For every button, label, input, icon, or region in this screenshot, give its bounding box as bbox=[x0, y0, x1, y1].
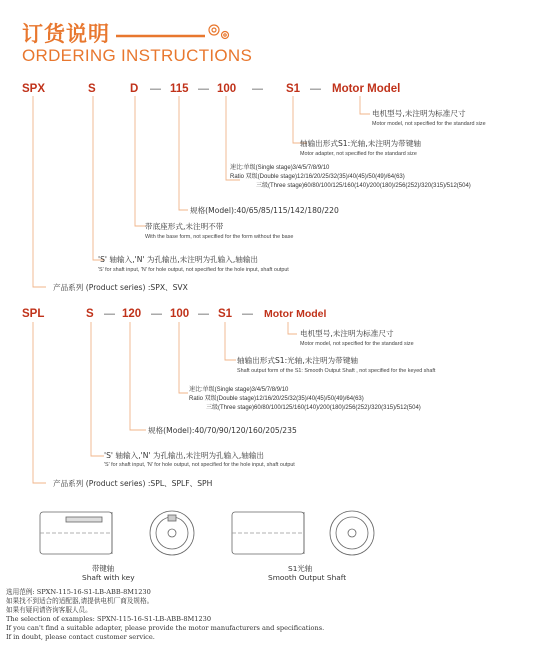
smooth-shaft-end-icon bbox=[330, 511, 374, 555]
smooth-shaft-icon bbox=[232, 512, 304, 554]
smooth-shaft-caption-cn: S1光轴 bbox=[288, 564, 313, 573]
note-example-cn: 选用范例: SPXN-115-16-S1-LB-ABB-8M1230 bbox=[6, 588, 151, 596]
spx-ratio-line2: Ratio 双级(Double stage)12/16/20/25/32(35)/40(45)/50(49)/64(63) bbox=[230, 174, 405, 180]
spl-spec: 规格(Model):40/70/90/120/160/205/235 bbox=[148, 426, 297, 435]
spx-io-en: 'S' for shaft input, 'N' for hole output, not specified for the hole input, shaft output bbox=[98, 267, 289, 273]
spx-code-motor: Motor Model bbox=[332, 83, 401, 95]
spx-dash: — bbox=[150, 83, 161, 95]
spx-base-cn: 带底座形式,未注明不带 bbox=[145, 222, 224, 231]
spl-code-series: SPL bbox=[22, 308, 45, 320]
spl-dash: — bbox=[104, 308, 115, 320]
spx-spec: 规格(Model):40/65/85/115/142/180/220 bbox=[190, 206, 339, 215]
spl-ratio-line2: Ratio 双级(Double stage)12/16/20/25/32(35)/40(45)/50(49)/64(63) bbox=[189, 396, 364, 402]
spx-shaft-output-en: Motor adapter, not specified for the standard size bbox=[300, 151, 417, 157]
spx-ratio-line3: 三级(Three stage)60/80/100/125/160(140)/200(180)/256(252)/320(315)/512(504) bbox=[256, 183, 471, 189]
note-adapter-en: If you can't find a suitable adapter, please provide the motor manufacturers and specifications. bbox=[6, 624, 325, 632]
spl-code-shaft: S1 bbox=[218, 308, 233, 320]
spl-shaft-output-cn: 轴输出形式S1:光轴,未注明为带键轴 bbox=[237, 356, 358, 365]
spx-dash: — bbox=[310, 83, 321, 95]
spl-code-input: S bbox=[86, 308, 94, 320]
spx-code-ratio: 100 bbox=[217, 83, 237, 95]
spl-motor-model-en: Motor model, not specified for the standard size bbox=[300, 341, 414, 347]
spl-io-en: 'S' for shaft input, 'N' for hole output, not specified for the hole input, shaft output bbox=[104, 462, 295, 468]
keyed-shaft-icon bbox=[40, 512, 112, 554]
spl-code-ratio: 100 bbox=[170, 308, 190, 320]
spl-ratio-line3: 三级(Three stage)60/80/100/125/160(140)/200(180)/256(252)/320(315)/512(504) bbox=[206, 405, 421, 411]
keyed-shaft-caption-en: Shaft with key bbox=[82, 573, 135, 582]
spl-dash: — bbox=[151, 308, 162, 320]
note-example-en: The selection of examples: SPXN-115-16-S1-LB-ABB-8M1230 bbox=[6, 615, 212, 623]
spx-dash: — bbox=[252, 83, 263, 95]
spl-ratio-line1: 速比:单级(Single stage)3/4/5/7/8/9/10 bbox=[189, 387, 289, 393]
spl-motor-model-cn: 电机型号,未注明为标准尺寸 bbox=[300, 329, 394, 338]
spl-shaft-output-en: Shaft output form of the S1: Smooth Output Shaft , not specified for the keyed shaft bbox=[237, 368, 436, 374]
keyed-shaft-end-icon bbox=[150, 511, 194, 555]
spx-ratio-line1: 速比:单级(Single stage)3/4/5/7/8/9/10 bbox=[230, 165, 330, 171]
keyed-shaft-caption-cn: 带键轴 bbox=[92, 564, 115, 573]
spl-io-cn: 'S' 轴输入,'N' 为孔输出,未注明为孔输入,轴输出 bbox=[104, 451, 265, 460]
page-title-cn: 订货说明 bbox=[22, 22, 110, 46]
spx-code-input: S bbox=[88, 83, 96, 95]
smooth-shaft-caption-en: Smooth Output Shaft bbox=[268, 573, 347, 582]
spl-code-motor: Motor Model bbox=[264, 308, 327, 320]
spl-dash: — bbox=[242, 308, 253, 320]
page-title-en: ORDERING INSTRUCTIONS bbox=[22, 46, 253, 65]
spx-io-cn: 'S' 轴输入,'N' 为孔输出,未注明为孔输入,轴输出 bbox=[98, 255, 259, 264]
note-doubt-en: If in doubt, please contact customer service. bbox=[6, 633, 155, 641]
spx-motor-model-cn: 电机型号,未注明为标准尺寸 bbox=[372, 109, 466, 118]
spx-series: 产品系列 (Product series) :SPX、SVX bbox=[53, 283, 188, 292]
spx-motor-model-en: Motor model, not specified for the standard size bbox=[372, 121, 486, 127]
spx-dash: — bbox=[198, 83, 209, 95]
spx-code-series: SPX bbox=[22, 83, 46, 95]
spx-code-shaft: S1 bbox=[286, 83, 301, 95]
spl-code-model: 120 bbox=[122, 308, 142, 320]
spx-shaft-output-cn: 轴输出形式S1:光轴,未注明为带键轴 bbox=[300, 139, 421, 148]
spl-series: 产品系列 (Product series) :SPL、SPLF、SPH bbox=[53, 479, 213, 488]
note-adapter-cn: 如果找不到适合的适配器,请提供电机厂商及规格。 bbox=[6, 597, 154, 605]
spx-code-model: 115 bbox=[170, 83, 189, 95]
spl-dash: — bbox=[198, 308, 209, 320]
spx-code-base: D bbox=[130, 83, 139, 95]
note-doubt-cn: 如果有疑问请咨询客服人员。 bbox=[6, 606, 92, 614]
spx-base-en: With the base form, not specified for the form without the base bbox=[145, 234, 294, 240]
